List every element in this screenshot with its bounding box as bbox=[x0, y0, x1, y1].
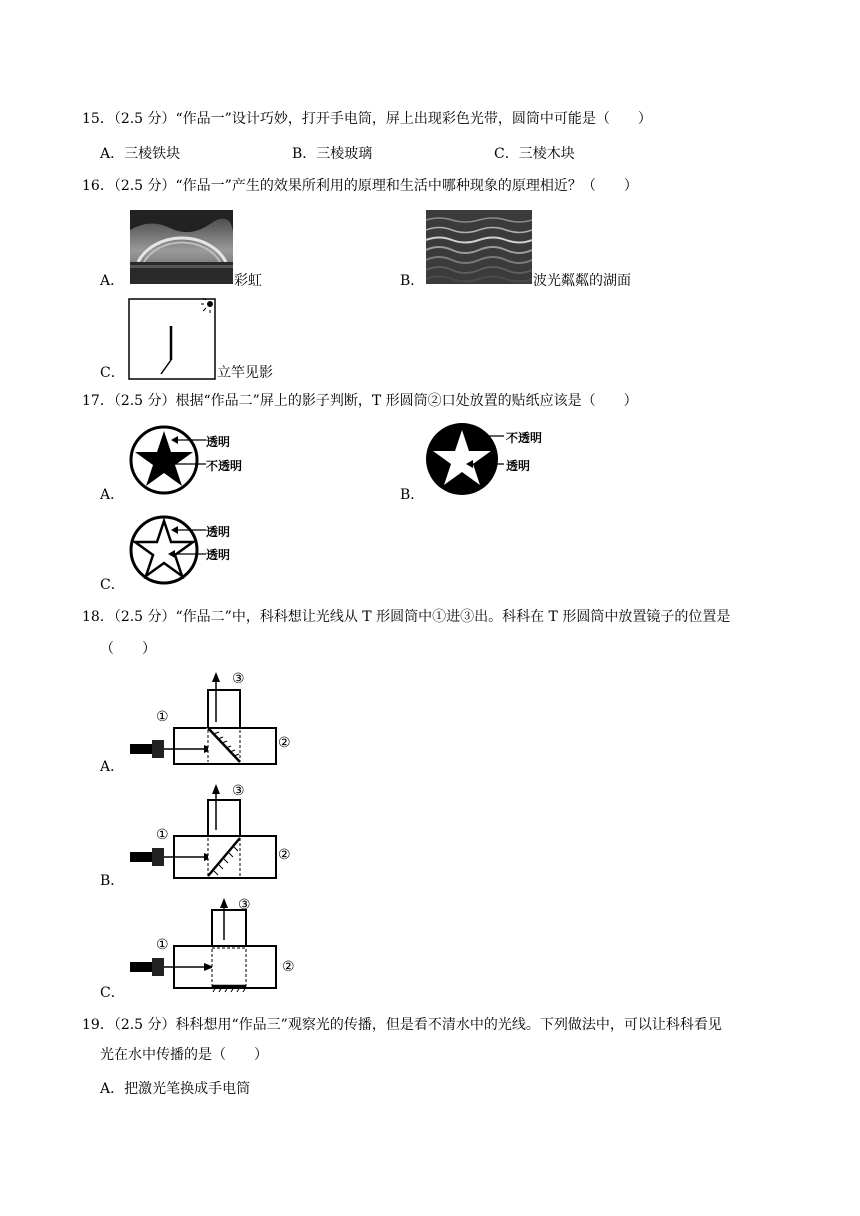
question-18-option-a-letter: A． bbox=[100, 759, 125, 775]
pole-shadow-diagram bbox=[128, 298, 216, 380]
marker-2-a: ② bbox=[278, 735, 291, 751]
marker-2-b: ② bbox=[278, 847, 291, 863]
marker-3-c: ③ bbox=[238, 897, 251, 913]
question-18-stem-line1: 18．（2.5 分）“作品二”中，科科想让光线从 T 形圆筒中①进③出。科科在 T 形圆筒中放置镜子的位置是 bbox=[82, 609, 731, 625]
marker-1-b: ① bbox=[156, 827, 169, 843]
marker-1-c: ① bbox=[156, 937, 169, 953]
question-19-stem-line1: 19．（2.5 分）科科想用“作品三”观察光的传播，但是看不清水中的光线。下列做法中，可以让科科看见 bbox=[82, 1017, 722, 1033]
t-tube-diagram-c bbox=[128, 896, 303, 996]
lake-waves-photo bbox=[426, 210, 532, 284]
question-16-option-b-caption: 波光粼粼的湖面 bbox=[533, 273, 631, 289]
rainbow-photo bbox=[130, 210, 233, 284]
question-19-stem-line2: 光在水中传播的是（ ） bbox=[100, 1047, 268, 1063]
question-16-option-b-letter: B． bbox=[400, 273, 425, 289]
sticker-c-label-top: 透明 bbox=[206, 525, 231, 539]
question-16-option-c-letter: C． bbox=[100, 365, 125, 381]
question-17-option-a-letter: A． bbox=[100, 487, 125, 503]
marker-3-a: ③ bbox=[232, 671, 245, 687]
question-16-option-a-caption: 彩虹 bbox=[234, 273, 262, 289]
sticker-a-arrows bbox=[168, 432, 208, 476]
question-15-option-a: A．三棱铁块 bbox=[100, 146, 181, 162]
sticker-b-label-top: 不透明 bbox=[506, 431, 543, 445]
question-18-option-b-letter: B． bbox=[100, 873, 125, 889]
sticker-a-label-bottom: 不透明 bbox=[206, 459, 243, 473]
question-15-stem: 15．（2.5 分）“作品一”设计巧妙，打开手电筒，屏上出现彩色光带，圆筒中可能是（ ） bbox=[82, 111, 652, 127]
marker-3-b: ③ bbox=[232, 783, 245, 799]
marker-1-a: ① bbox=[156, 709, 169, 725]
question-15-option-b: B．三棱玻璃 bbox=[292, 146, 373, 162]
question-17-option-c-letter: C． bbox=[100, 577, 125, 593]
marker-2-c: ② bbox=[282, 959, 295, 975]
sticker-b-label-bottom: 透明 bbox=[506, 459, 531, 473]
question-16-option-c-caption: 立竿见影 bbox=[217, 365, 273, 381]
sticker-c-arrows bbox=[168, 522, 208, 566]
sticker-c-label-bottom: 透明 bbox=[206, 548, 231, 562]
sticker-a-label-top: 透明 bbox=[206, 435, 231, 449]
question-17-option-b-letter: B． bbox=[400, 487, 425, 503]
t-tube-diagram-a bbox=[128, 668, 303, 768]
question-17-stem: 17．（2.5 分）根据“作品二”屏上的影子判断，T 形圆筒②口处放置的贴纸应该是（ ） bbox=[82, 393, 638, 409]
question-15-option-c: C．三棱木块 bbox=[494, 146, 575, 162]
t-tube-diagram-b bbox=[128, 782, 303, 882]
question-18-option-c-letter: C． bbox=[100, 985, 125, 1001]
question-18-stem-line2: （ ） bbox=[100, 641, 156, 657]
question-19-option-a: A．把激光笔换成手电筒 bbox=[100, 1081, 251, 1097]
question-16-stem: 16．（2.5 分）“作品一”产生的效果所利用的原理和生活中哪种现象的原理相近？（ ） bbox=[82, 178, 638, 194]
question-16-option-a-letter: A． bbox=[100, 273, 125, 289]
sticker-b-arrows bbox=[466, 428, 506, 472]
